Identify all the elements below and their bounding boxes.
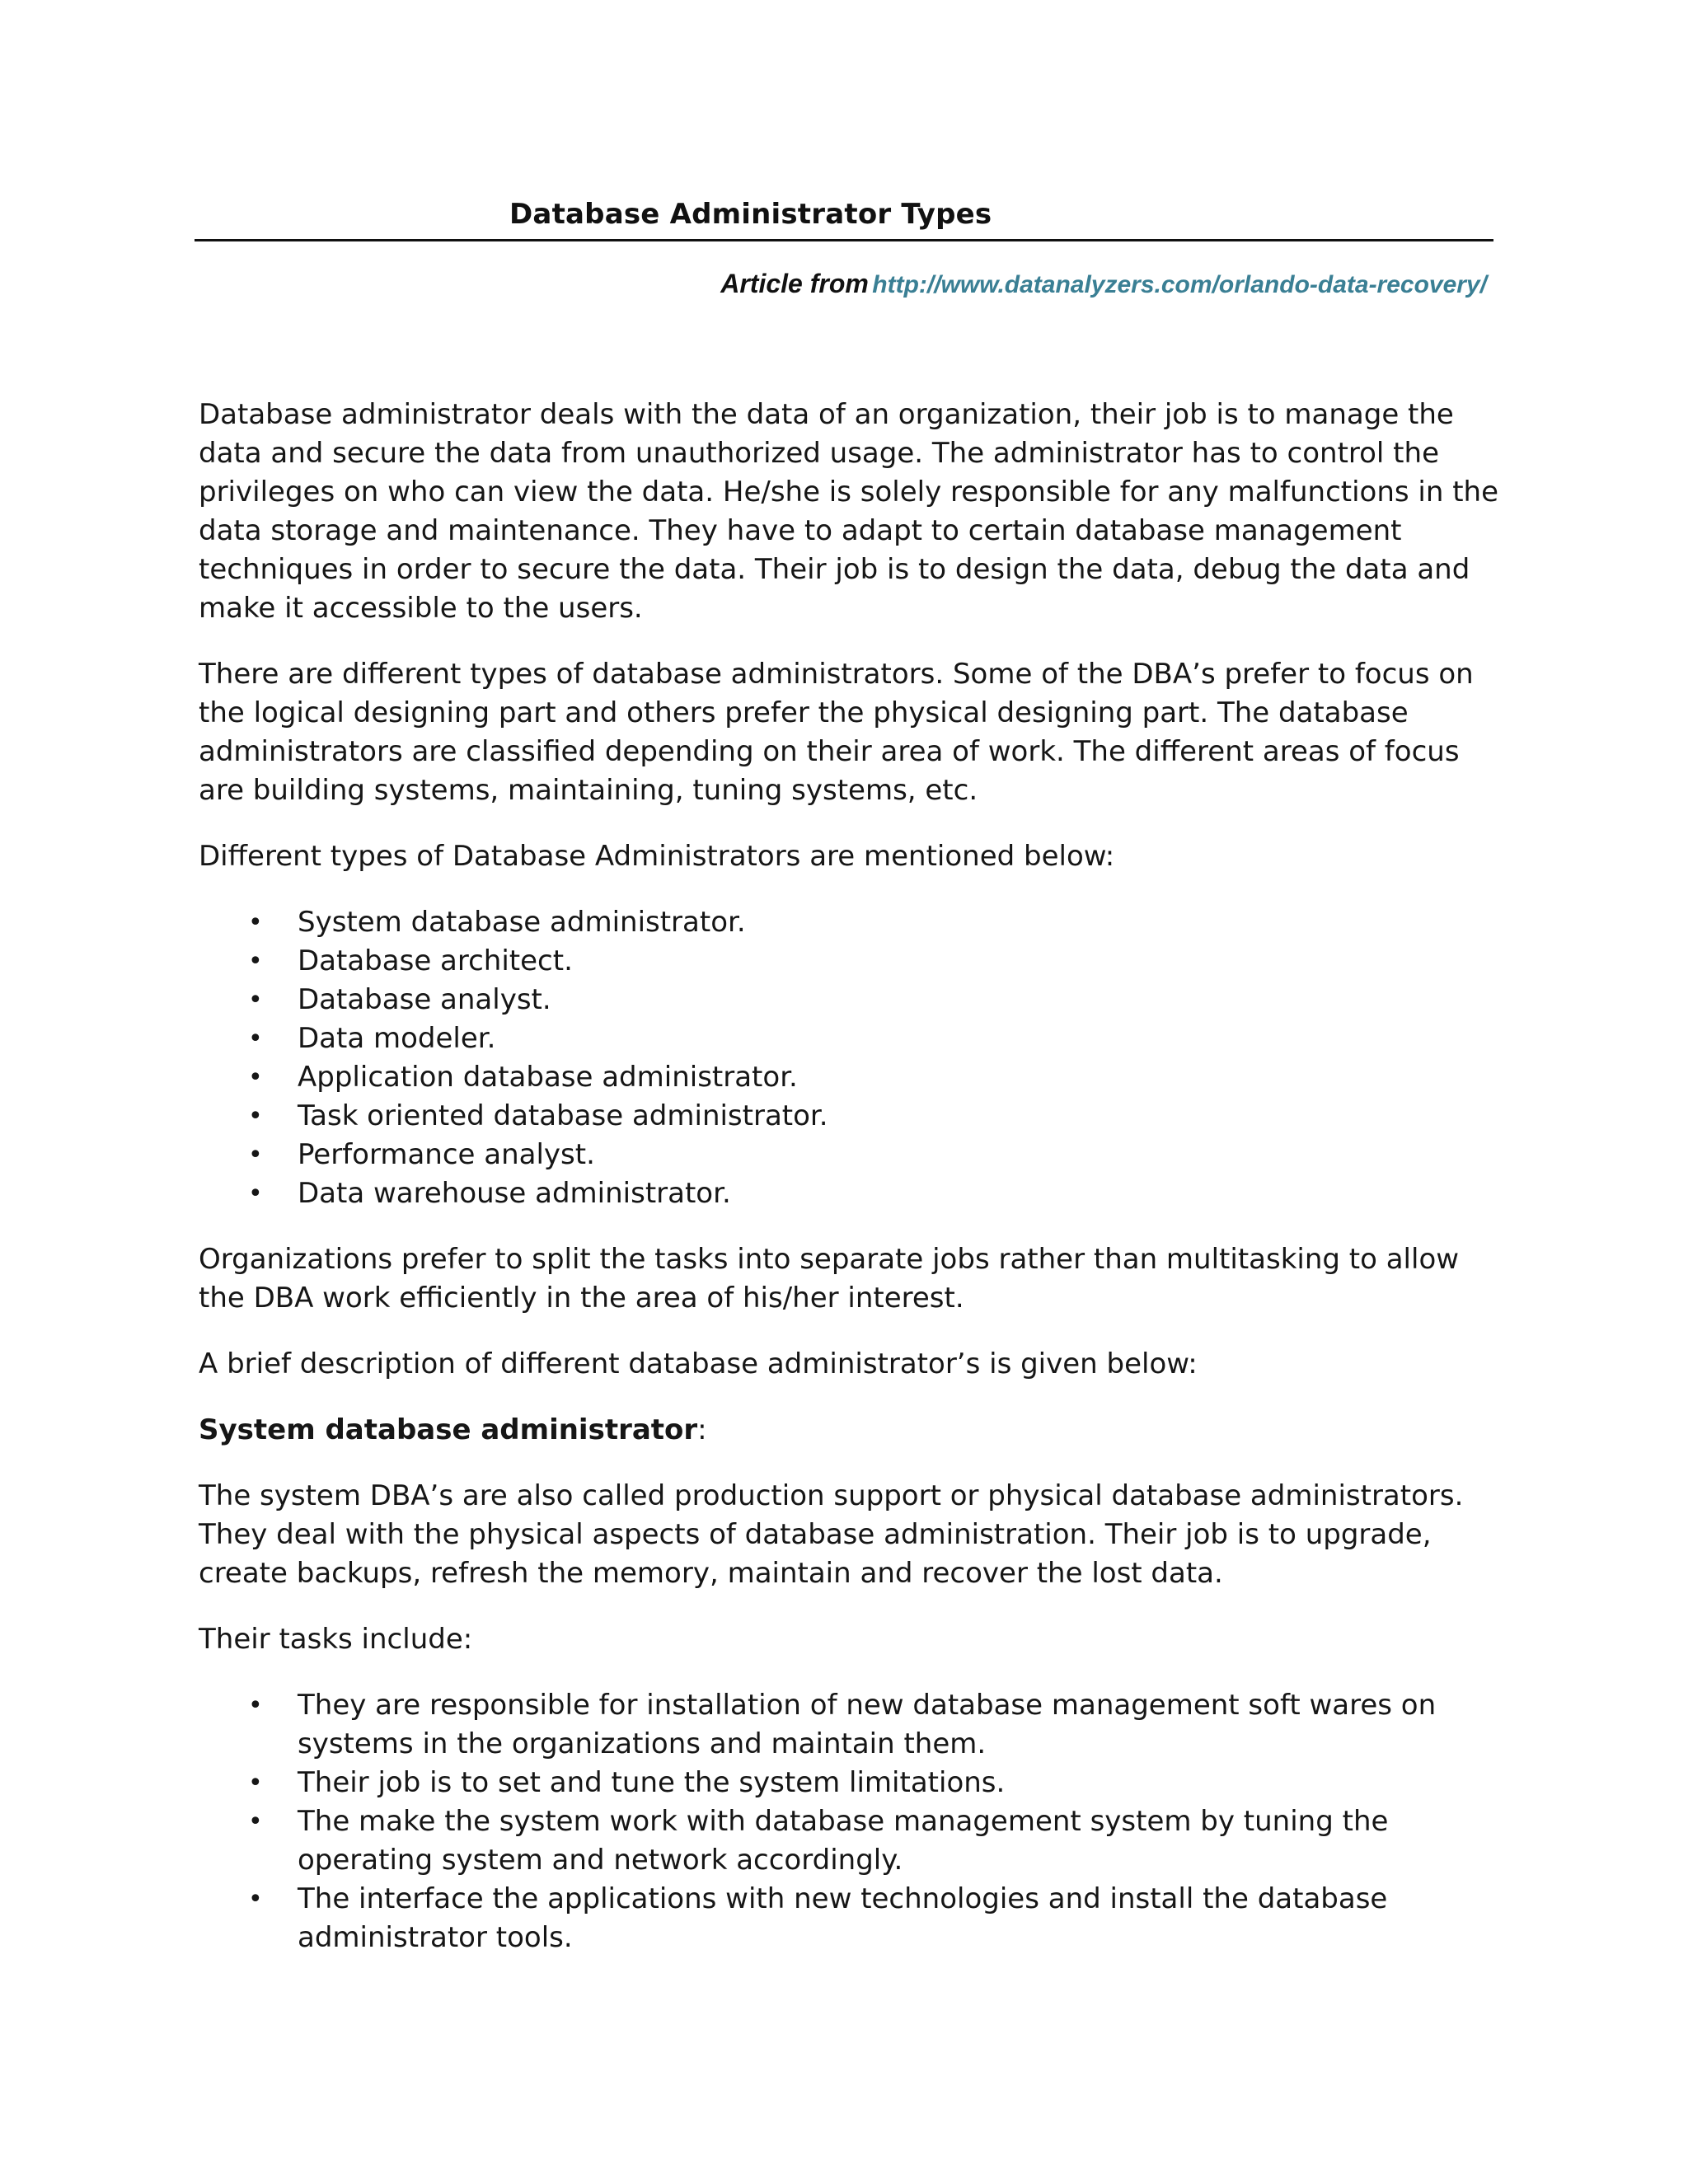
- list-item: • The interface the applications with new technologies and install the database administrator tools.: [199, 1880, 1501, 1957]
- system-tasks-list: [199, 1686, 1501, 1957]
- article-source: [720, 269, 1487, 299]
- source-label: Article from: [720, 269, 869, 298]
- system-dba-heading-line: [199, 1411, 1501, 1450]
- dba-types-list: [199, 903, 1501, 1213]
- list-item: • Database architect.: [199, 942, 1501, 981]
- article-body: [199, 396, 1501, 1985]
- list-item: • Data warehouse administrator.: [199, 1174, 1501, 1213]
- source-link[interactable]: http://www.datanalyzers.com/orlando-data-recovery/: [872, 271, 1487, 298]
- system-dba-paragraph: The system DBA’s are also called production support or physical database administrators. They deal with the physical aspects of database administration. Their job is to upgrade, create backups, refresh the memory, maintain and recover the lost data.: [199, 1479, 1464, 1590]
- types-lead-paragraph: Different types of Database Administrators are mentioned below:: [199, 840, 1115, 873]
- list-item: • Performance analyst.: [199, 1136, 1501, 1174]
- list-item: • Database analyst.: [199, 981, 1501, 1019]
- section-heading: System database administrator: [199, 1413, 698, 1446]
- intro-paragraph: Database administrator deals with the data of an organization, their job is to manage the data and secure the data from unauthorized usage. The administrator has to control the privileges on who can view the data. He/she is solely responsible for any malfunctions in the data storage and maintenance. They have to adapt to certain database management techniques in order to secure the data. Their job is to design the data, debug the data and make it accessible to the users.: [199, 398, 1499, 625]
- tasks-lead-paragraph: Their tasks include:: [199, 1623, 473, 1656]
- types-overview-paragraph: There are different types of database administrators. Some of the DBA’s prefer to focus on the logical designing part and others prefer the physical designing part. The database administrators are classified depending on their area of work. The different areas of focus are building systems, maintaining, tuning systems, etc.: [199, 658, 1474, 807]
- list-item: • Task oriented database administrator.: [199, 1097, 1501, 1136]
- list-item: • Their job is to set and tune the system limitations.: [199, 1764, 1501, 1802]
- list-item: • They are responsible for installation of new database management soft wares on systems in the organizations and maintain them.: [199, 1686, 1501, 1764]
- split-tasks-paragraph: Organizations prefer to split the tasks into separate jobs rather than multitasking to allow the DBA work efficiently in the area of his/her interest.: [199, 1243, 1460, 1315]
- page-title: Database Administrator Types: [509, 198, 992, 231]
- section-heading-colon: :: [697, 1413, 707, 1446]
- list-item: • Application database administrator.: [199, 1058, 1501, 1097]
- list-item: • The make the system work with database management system by tuning the operating system and network accordingly.: [199, 1802, 1501, 1880]
- list-item: • System database administrator.: [199, 903, 1501, 942]
- list-item: • Data modeler.: [199, 1019, 1501, 1058]
- description-lead-paragraph: A brief description of different database administrator’s is given below:: [199, 1347, 1198, 1380]
- title-divider: [195, 239, 1493, 241]
